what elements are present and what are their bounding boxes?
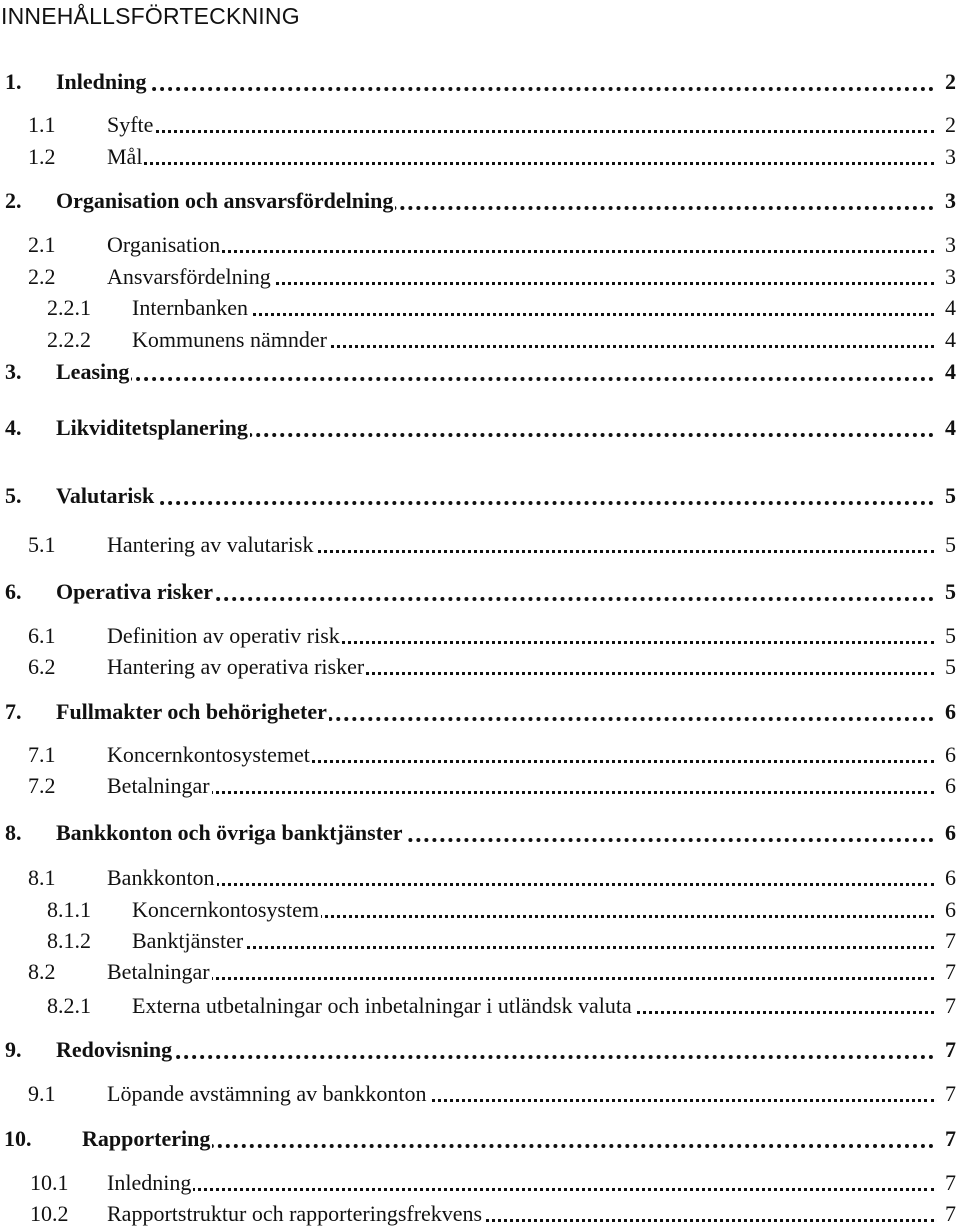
toc-entry-label: Löpande avstämning av bankkonton: [107, 1079, 429, 1109]
toc-page-number: 3: [945, 144, 956, 169]
toc-entry[interactable]: [0, 577, 960, 607]
toc-entry-label: Valutarisk: [56, 481, 156, 511]
toc-entry-label: Redovisning: [56, 1035, 174, 1065]
toc-page-number: 4: [945, 359, 956, 384]
toc-page-number: 5: [945, 623, 956, 648]
toc-leader-dots: [107, 883, 934, 886]
toc-page-number: 3: [945, 188, 956, 213]
toc-entry-label: Rapportering: [82, 1124, 212, 1154]
toc-entry-number: 8.1.1: [47, 897, 91, 922]
toc-entry[interactable]: [0, 1124, 960, 1154]
toc-entry-label: Koncernkontosystemet: [107, 740, 312, 770]
toc-entry[interactable]: [0, 991, 960, 1021]
toc-page-number: 4: [945, 415, 956, 440]
toc-entry-number: 10.2: [30, 1201, 69, 1226]
toc-leader-dots: [107, 977, 934, 980]
toc-entry[interactable]: [0, 262, 960, 292]
toc-page-number: 5: [945, 483, 956, 508]
toc-leader-dots: [56, 377, 934, 381]
toc-entry-number: 8.1: [28, 865, 56, 890]
toc-entry-number: 8.2.1: [47, 993, 91, 1018]
toc-entry-number: 2.2.2: [47, 327, 91, 352]
toc-entry-label: Hantering av valutarisk: [107, 530, 316, 560]
toc-entry-number: 7.1: [28, 742, 56, 767]
toc-page-number: 2: [945, 69, 956, 94]
toc-page-number: 7: [945, 1201, 956, 1226]
toc-entry[interactable]: [0, 67, 960, 97]
toc-leader-dots: [107, 791, 934, 794]
toc-entry-number: 10.: [4, 1126, 32, 1151]
toc-leader-dots: [107, 1188, 934, 1191]
toc-entry[interactable]: [0, 818, 960, 848]
toc-entry[interactable]: [0, 895, 960, 925]
toc-page-number: 2: [945, 112, 956, 137]
toc-page-number: 7: [945, 928, 956, 953]
toc-leader-dots: [56, 1055, 934, 1059]
toc-entry-label: Hantering av operativa risker: [107, 652, 366, 682]
toc-entry[interactable]: [0, 771, 960, 801]
toc-entry-label: Externa utbetalningar och inbetalningar i utländsk valuta: [132, 991, 634, 1021]
toc-entry-number: 8.: [5, 820, 22, 845]
toc-entry[interactable]: [0, 1079, 960, 1109]
toc-leader-dots: [132, 313, 934, 316]
toc-entry-label: Inledning: [56, 67, 149, 97]
toc-entry-number: 2.: [5, 188, 22, 213]
page-title: INNEHÅLLSFÖRTECKNING: [1, 3, 300, 29]
toc-entry[interactable]: [0, 186, 960, 216]
toc-leader-dots: [56, 501, 934, 505]
toc-entry[interactable]: [0, 481, 960, 511]
toc-entry-label: Definition av operativ risk: [107, 621, 342, 651]
toc-entry-label: Mål: [107, 142, 144, 172]
toc-entry-number: 8.1.2: [47, 928, 91, 953]
toc-entry-label: Betalningar: [107, 771, 212, 801]
toc-page-number: 7: [945, 959, 956, 984]
toc-leader-dots: [107, 130, 934, 133]
toc-entry-label: Ansvarsfördelning: [107, 262, 273, 292]
toc-entry[interactable]: [0, 142, 960, 172]
toc-entry-number: 2.2: [28, 264, 56, 289]
toc-entry-label: Betalningar: [107, 957, 212, 987]
toc-entry[interactable]: [0, 740, 960, 770]
toc-page-number: 5: [945, 532, 956, 557]
toc-page-number: 7: [945, 1170, 956, 1195]
toc-entry-number: 5.1: [28, 532, 56, 557]
toc-entry-label: Bankkonton: [107, 863, 217, 893]
toc-entry-number: 7.2: [28, 773, 56, 798]
toc-entry-label: Organisation: [107, 230, 222, 260]
toc-leader-dots: [56, 87, 934, 91]
toc-entry[interactable]: [0, 863, 960, 893]
toc-page-number: 7: [945, 1081, 956, 1106]
toc-page-number: 7: [945, 1126, 956, 1151]
toc-entry[interactable]: [0, 1035, 960, 1065]
toc-entry-number: 5.: [5, 483, 22, 508]
toc-entry-number: 1.: [5, 69, 22, 94]
toc-entry-label: Bankkonton och övriga banktjänster: [56, 818, 405, 848]
toc-page-number: 6: [945, 773, 956, 798]
toc-page-number: 6: [945, 897, 956, 922]
toc-entry[interactable]: [0, 110, 960, 140]
toc-page-number: 4: [945, 295, 956, 320]
toc-page-number: 6: [945, 742, 956, 767]
toc-leader-dots: [107, 162, 934, 165]
toc-entry-number: 1.2: [28, 144, 56, 169]
toc-entry[interactable]: [0, 697, 960, 727]
toc-page-number: 5: [945, 654, 956, 679]
toc-page-number: 6: [945, 865, 956, 890]
toc-page-number: 6: [945, 820, 956, 845]
toc-entry-label: Banktjänster: [132, 926, 245, 956]
toc-entry[interactable]: [0, 1199, 960, 1229]
toc-entry-label: Likviditetsplanering: [56, 413, 250, 443]
toc-entry-label: Inledning: [107, 1168, 193, 1198]
toc-entry[interactable]: [0, 357, 960, 387]
toc-entry[interactable]: [0, 957, 960, 987]
toc-entry-label: Leasing: [56, 357, 131, 387]
toc-page-number: 4: [945, 327, 956, 352]
toc-entry[interactable]: [0, 1168, 960, 1198]
toc-page-number: 7: [945, 1037, 956, 1062]
toc-entry[interactable]: [0, 413, 960, 443]
toc-entry-number: 9.: [5, 1037, 22, 1062]
toc-entry-label: Organisation och ansvarsfördelning: [56, 186, 395, 216]
toc-entry-number: 6.: [5, 579, 22, 604]
toc-entry[interactable]: [0, 926, 960, 956]
toc-page-number: 7: [945, 993, 956, 1018]
toc-leader-dots: [132, 946, 934, 949]
toc-entry-number: 2.2.1: [47, 295, 91, 320]
toc-entry-number: 3.: [5, 359, 22, 384]
toc-entry-label: Fullmakter och behörigheter: [56, 697, 329, 727]
toc-entry-number: 1.1: [28, 112, 56, 137]
toc-entry-number: 2.1: [28, 232, 56, 257]
toc-leader-dots: [107, 250, 934, 253]
toc-entry-label: Koncernkontosystem: [132, 895, 321, 925]
toc-entry-label: Kommunens nämnder: [132, 325, 329, 355]
toc-entry-label: Rapportstruktur och rapporteringsfrekvens: [107, 1199, 484, 1229]
toc-entry-label: Operativa risker: [56, 577, 215, 607]
toc-entry-number: 6.1: [28, 623, 56, 648]
toc-entry-number: 6.2: [28, 654, 56, 679]
toc-entry[interactable]: [0, 230, 960, 260]
toc-entry-number: 8.2: [28, 959, 56, 984]
toc-entry[interactable]: [0, 530, 960, 560]
toc-page-number: 3: [945, 264, 956, 289]
toc-entry-number: 9.1: [28, 1081, 56, 1106]
toc-entry[interactable]: [0, 652, 960, 682]
toc-page-number: 3: [945, 232, 956, 257]
toc-entry[interactable]: [0, 325, 960, 355]
toc-entry[interactable]: [0, 621, 960, 651]
toc-page-number: 6: [945, 699, 956, 724]
toc-entry-label: Syfte: [107, 110, 155, 140]
toc-entry-number: 7.: [5, 699, 22, 724]
toc-entry[interactable]: [0, 293, 960, 323]
toc-entry-label: Internbanken: [132, 293, 250, 323]
toc-entry-number: 10.1: [30, 1170, 69, 1195]
toc-entry-number: 4.: [5, 415, 22, 440]
toc-page-number: 5: [945, 579, 956, 604]
